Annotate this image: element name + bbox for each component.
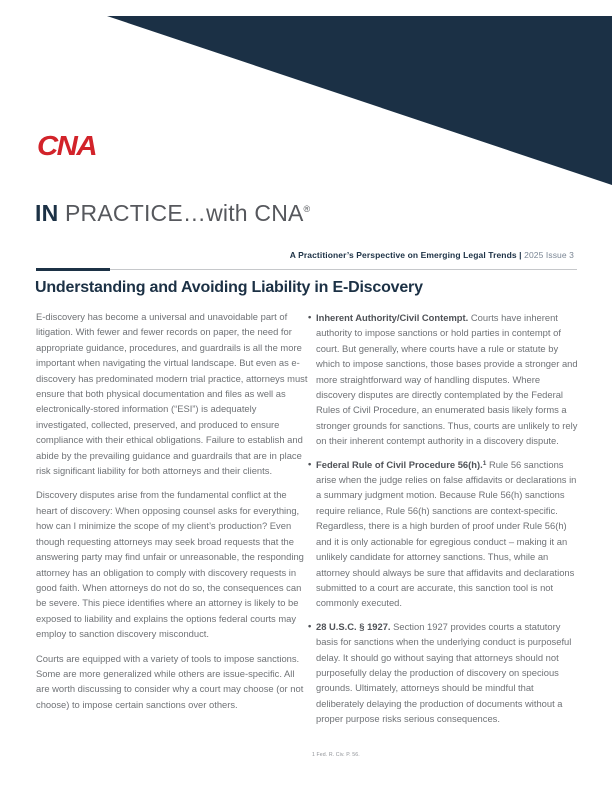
bullet-icon: • [308,457,312,469]
right-column [308,309,580,734]
bullet-sup: 1 [482,459,487,467]
masthead-rest: PRACTICE…with CNA [58,200,304,226]
divider-accent [36,268,110,271]
bullet-title: Inherent Authority/Civil Contempt. [316,312,469,323]
tagline [36,250,574,260]
bullet-item [308,456,580,611]
left-column [36,309,310,721]
bullet-body: Rule 56 sanctions arise when the judge relies on false affidavits or declarations in a summary judgment motion. Because Rule 56(h) sanctions require reliance, Rule 56(h) sanctions are context-specific. Regardless, there is a high burden of proof under Rule 56(h) and it is only actionable for egregious conduct – making it an unlikely candidate for attorney sanctions. Thus, while an attorney should always be sure that affidavits and declarations submitted to a court are accurate, this sanction tool is not commonly executed. [316,458,577,609]
divider-line [36,269,577,270]
masthead-prefix: IN [35,200,59,226]
bullet-item [308,618,580,727]
bullet-title: 28 U.S.C. § 1927. [316,620,391,632]
tagline-issue: 2025 Issue 3 [521,250,574,260]
masthead-title [35,200,310,227]
paragraph: Courts are equipped with a variety of tools to impose sanctions. Some are more generalized while others are issue-specific. All are worth discussing to consider why a court may choose (or not choose) to impose certain sanctions over others. [36,652,304,710]
bullet-icon: • [308,619,312,631]
paragraph: E-discovery has become a universal and unavoidable part of litigation. With fewer and fewer records on paper, the need for appropriate guidance, procedures, and guardrails is all the more important when navigating the virtual landscape. But even as e-discovery has predominated modern trial practice, attorneys must ensure that both physical documentation and files as well as electronically-stored information (“ESI”) is adequately investigated, collected, preserved, and produced to ensure compliance with their ethical obligations. Failure to establish and abide by the prevailing guidance and guardrails that are in place risk significant liability for both attorneys and their clients. [36,311,308,477]
bullet-list [308,309,580,727]
article-title: Understanding and Avoiding Liability in E-Discovery [35,279,423,296]
bullet-icon: • [308,311,312,322]
bullet-body: Courts have inherent authority to impose sanctions or hold parties in contempt of court. But generally, where courts have a rule or statute by which to impose sanctions, those bases provide a stronger and more straightforward way of handling disputes. Where discovery disputes are directly contemplated by the Federal Rules of Civil Procedure, an enumerated basis likely forms a stronger grounds for sanctions. Thus, courts are unlikely to rely on their inherent contempt authority in a discovery dispute. [316,312,578,447]
footnote: 1 Fed. R. Civ. P. 56. [312,752,360,758]
cna-logo: CNA [37,130,96,161]
paragraph: Discovery disputes arise from the fundamental conflict at the heart of discovery: When opposing counsel asks for everything, how can I minimize the scope of my client’s production? Even though requesting attorneys may seek broad requests that the answering party may find unfair or unreasonable, the responding attorney has an obligation to comply with discovery requests in good faith. When attorneys do not do so, the consequences can be severe. This piece identifies where an attorney is likely to be exposed to liability and explains the options federal courts may employ to sanction discovery misconduct. [36,489,304,640]
tagline-label: A Practitioner’s Perspective on Emerging Legal Trends | [289,250,522,260]
registered-mark: ® [303,204,311,214]
corner-triangle-graphic [0,0,612,200]
bullet-title: Federal Rule of Civil Procedure 56(h). [316,458,483,470]
bullet-body: Section 1927 provides courts a statutory basis for sanctions when the underlying conduct is purposeful delay. It should go without saying that attorneys should not purposefully delay the production of discovery on specious grounds. Ultimately, attorneys should be mindful that deliberately delaying the production of documents without a proper purpose risks serious consequences. [316,620,572,725]
bullet-item [308,309,580,449]
